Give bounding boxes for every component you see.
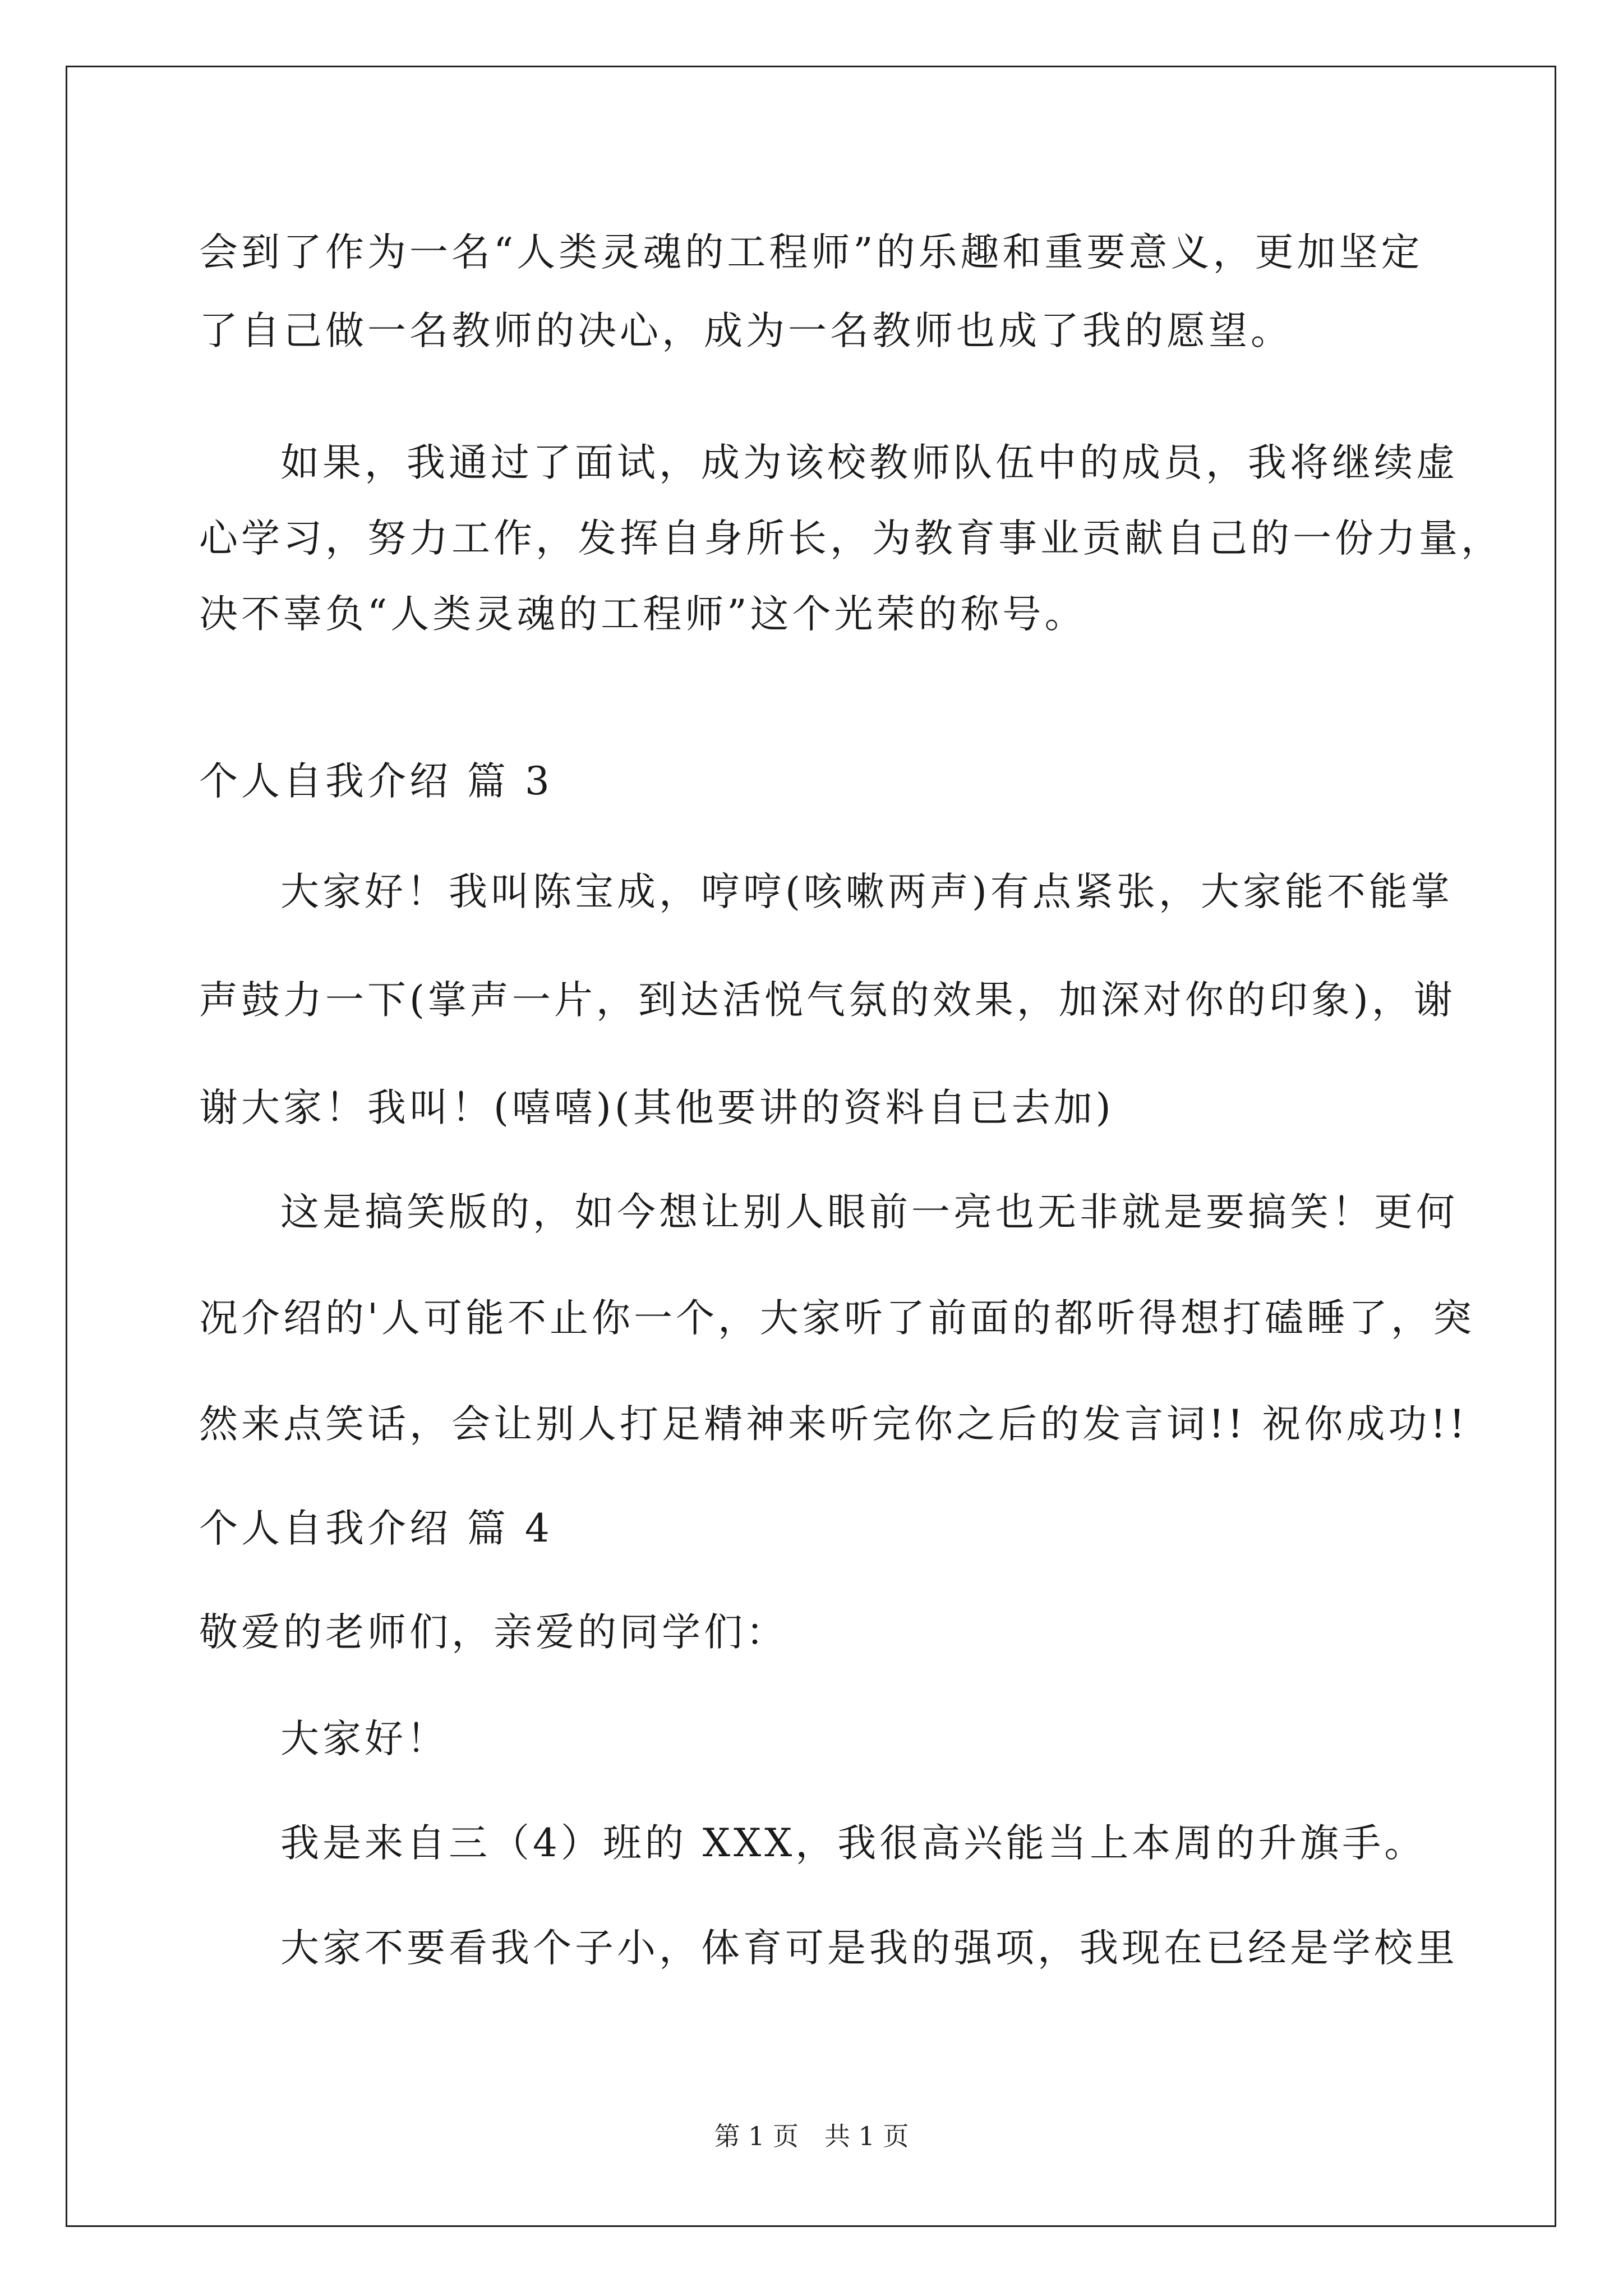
paragraph-line: 我是来自三（4）班的 XXX，我很高兴能当上本周的升旗手。 bbox=[280, 1821, 1427, 1866]
greeting: 大家好！ bbox=[280, 1717, 449, 1761]
paragraph-line: 如果，我通过了面试，成为该校教师队伍中的成员，我将继续虚 bbox=[280, 440, 1458, 485]
paragraph-line: 会到了作为一名“人类灵魂的工程师”的乐趣和重要意义，更加坚定 bbox=[199, 230, 1423, 275]
paragraph-line: 谢大家！我叫！(嘻嘻)(其他要讲的资料自已去加) bbox=[199, 1085, 1114, 1130]
paragraph-line: 大家好！我叫陈宝成，哼哼(咳嗽两声)有点紧张，大家能不能掌 bbox=[280, 869, 1453, 914]
paragraph-line: 大家不要看我个子小，体育可是我的强项，我现在已经是学校里 bbox=[280, 1926, 1458, 1971]
paragraph-line: 声鼓力一下(掌声一片，到达活悦气氛的效果，加深对你的印象)，谢 bbox=[199, 978, 1456, 1023]
paragraph-line: 了自己做一名教师的决心，成为一名教师也成了我的愿望。 bbox=[199, 309, 1293, 353]
paragraph-line: 决不辜负“人类灵魂的工程师”这个光荣的称号。 bbox=[199, 592, 1087, 637]
paragraph-line: 况介绍的'人可能不止你一个，大家听了前面的都听得想打磕睡了，突 bbox=[199, 1296, 1475, 1341]
section-heading: 个人自我介绍 篇 4 bbox=[199, 1506, 553, 1551]
page-border bbox=[66, 66, 1556, 2227]
section-heading: 个人自我介绍 篇 3 bbox=[199, 759, 553, 804]
page-number-footer: 第 1 页 共 1 页 bbox=[714, 2121, 909, 2151]
paragraph-line: 这是搞笑版的，如今想让别人眼前一亮也无非就是要搞笑！更何 bbox=[280, 1190, 1458, 1235]
paragraph-line: 然来点笑话，会让别人打足精神来听完你之后的发言词!! 祝你成功!! bbox=[199, 1402, 1468, 1447]
salutation: 敬爱的老师们，亲爱的同学们： bbox=[199, 1610, 788, 1655]
paragraph-line: 心学习，努力工作，发挥自身所长，为教育事业贡献自己的一份力量， bbox=[199, 516, 1503, 561]
